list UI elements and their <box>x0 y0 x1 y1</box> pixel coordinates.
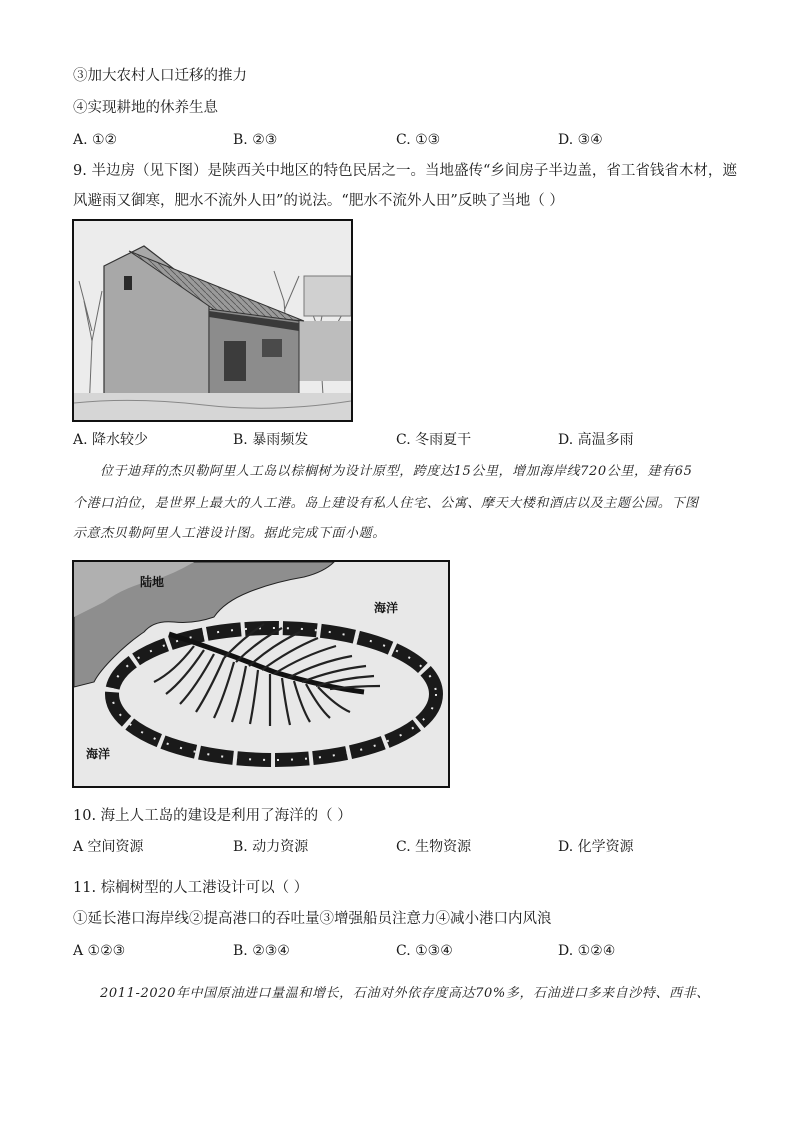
q11-option-d: D. ①②④ <box>558 943 616 959</box>
q10-option-d: D. 化学资源 <box>558 839 634 855</box>
q11-option-b: B. ②③④ <box>233 943 290 959</box>
half-house-photo <box>72 219 353 422</box>
passage-line3: 示意杰贝勒阿里人工港设计图。据此完成下面小题。 <box>73 526 386 541</box>
q10-option-b: B. 动力资源 <box>233 839 309 855</box>
q11-stem: 11. 棕榈树型的人工港设计可以（ ） <box>73 880 309 896</box>
q9-option-b: B. 暴雨频发 <box>233 432 309 448</box>
q10-option-a: A 空间资源 <box>73 839 144 855</box>
q9-option-d: D. 高温多雨 <box>558 432 634 448</box>
q8-option-c: C. ①③ <box>396 132 441 148</box>
q9-stem-line2: 风避雨又御寒，肥水不流外人田”的说法。“肥水不流外人田”反映了当地（ ） <box>73 193 564 209</box>
q9-option-c: C. 冬雨夏干 <box>396 432 472 448</box>
q10-option-c: C. 生物资源 <box>396 839 472 855</box>
ocean-label-top: 海洋 <box>374 601 399 615</box>
q8-option-d: D. ③④ <box>558 132 603 148</box>
passage2-line1: 2011-2020年中国原油进口量温和增长，石油对外依存度高达70%多，石油进口多来自沙特、西非、 <box>100 986 710 1001</box>
q9-stem-line1: 9. 半边房（见下图）是陕西关中地区的特色民居之一。当地盛传“乡间房子半边盖，省工省钱省木材，遮 <box>73 163 737 179</box>
q9-option-a: A. 降水较少 <box>73 432 149 448</box>
q11-statements: ①延长港口海岸线②提高港口的吞吐量③增强船员注意力④减小港口内风浪 <box>73 911 552 927</box>
q10-stem: 10. 海上人工岛的建设是利用了海洋的（ ） <box>73 808 352 824</box>
q11-option-a: A ①②③ <box>73 943 126 959</box>
passage-line2: 个港口泊位，是世界上最大的人工港。岛上建设有私人住宅、公寓、摩天大楼和酒店以及主题公园。下图 <box>73 496 699 511</box>
passage-line1: 位于迪拜的杰贝勒阿里人工岛以棕榈树为设计原型，跨度达15公里，增加海岸线720公里，建有65 <box>100 464 693 479</box>
q8-option-a: A. ①② <box>73 132 118 148</box>
ocean-label-bottom: 海洋 <box>86 747 111 761</box>
statement-3: ③加大农村人口迁移的推力 <box>73 68 247 84</box>
land-label: 陆地 <box>140 575 165 589</box>
q11-option-c: C. ①③④ <box>396 943 453 959</box>
palm-island-map <box>72 560 450 788</box>
statement-4: ④实现耕地的休养生息 <box>73 100 218 116</box>
q8-option-b: B. ②③ <box>233 132 278 148</box>
